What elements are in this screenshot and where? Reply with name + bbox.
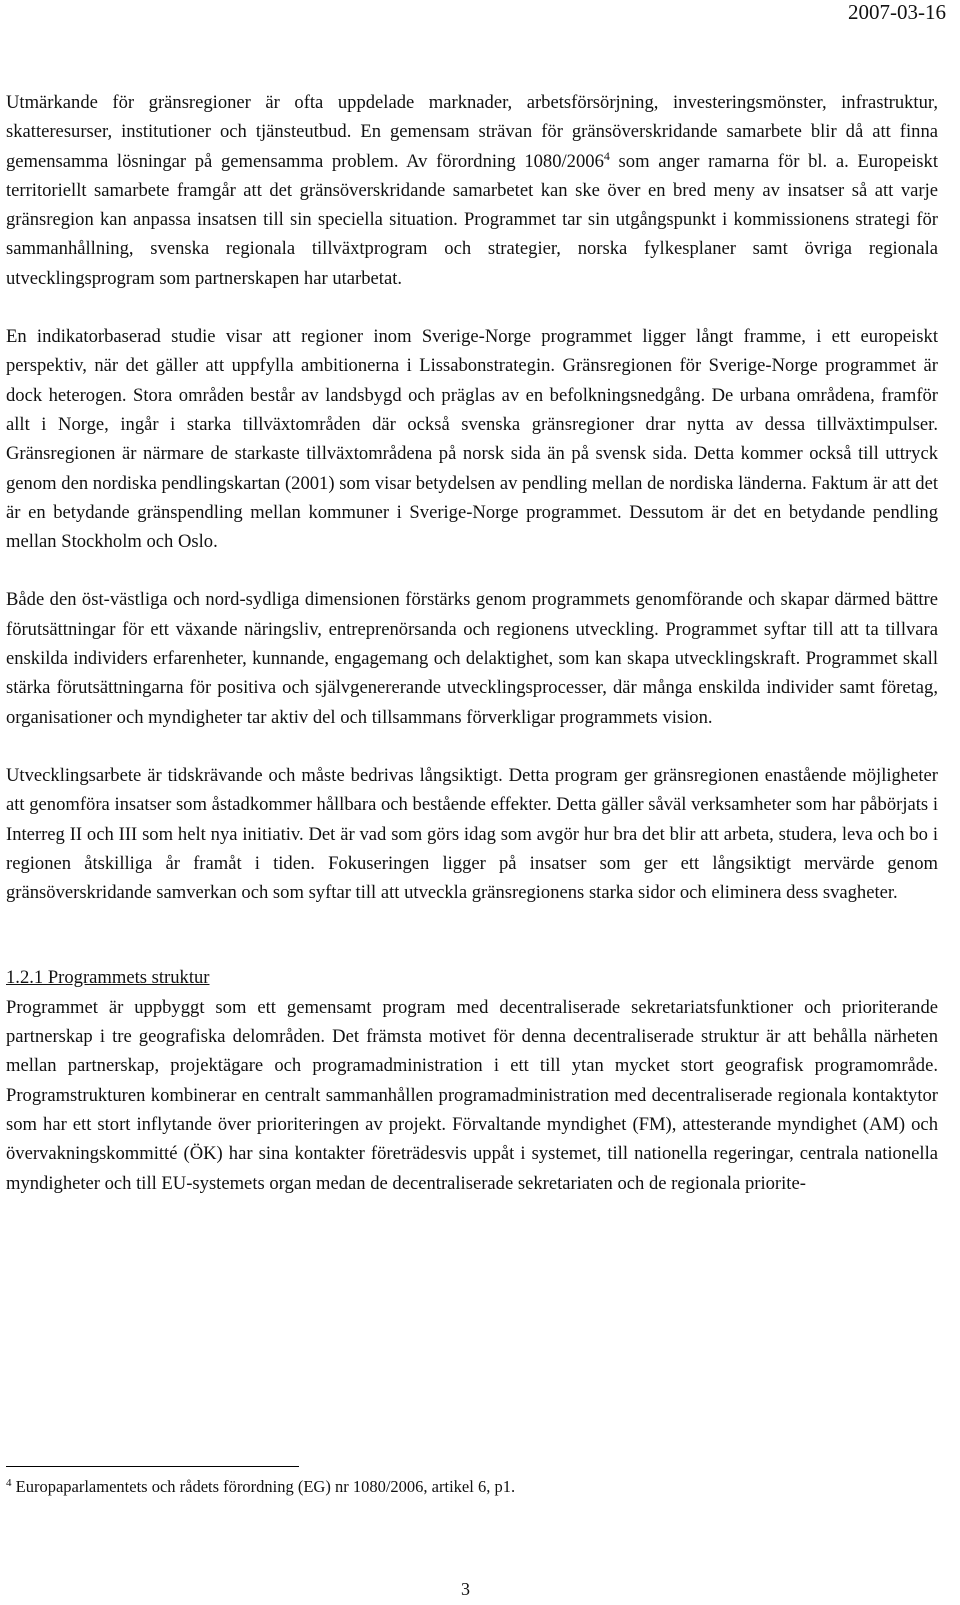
footnote-reference[interactable]: 4 [603, 148, 610, 163]
paragraph-indicator-study: En indikatorbaserad studie visar att regioner inom Sverige-Norge programmet ligger långt framme, i ett europeiskt perspektiv, när det gäller att uppfylla ambitionerna i Lissabonstrategin. Gränsregionen för Sverige-Norge programmet är dock heterogen. Stora områden består av landsbygd och präglas av en befolkningsnedgång. De urbana områdena, framför allt i Norge, ingår i starka tillväxtområden där också svenska gränsregioner drar nytta av dessa tillväxtimpulser. Gränsregionen är närmare de starkaste tillväxtområdena på norsk sida än på svensk sida. Detta kommer också till uttryck genom den nordiska pendlingskartan (2001) som visar betydelsen av pendling mellan de nordiska länderna. Faktum är att det är en betydande gränspendling mellan kommuner i Sverige-Norge programmet. Dessutom är det en betydande pendling mellan Stockholm och Oslo. [6, 326, 938, 553]
footnote-number: 4 [6, 1477, 12, 1489]
paragraph-dimensions: Både den öst-västliga och nord-sydliga dimensionen förstärks genom programmets genomförande och skapar därmed bättre förutsättningar för ett växande näringsliv, entreprenörsanda och regionens utveckling. Programmet syftar till att ta tillvara enskilda individers erfarenheter, kunnande, engagemang och delaktighet, som kan skapa utvecklingskraft. Programmet skall stärka förutsättningarna för positiva och självgenererande utvecklingsprocesser, där många enskilda individer samt företag, organisationer och myndigheter tar aktiv del och tillsammans förverkligar programmets vision. [6, 589, 938, 728]
paragraph-program-structure: Programmet är uppbyggt som ett gemensamt program med decentraliserade sekretariatsfunktioner och prioriterande partnerskap i tre geografiska delområden. Det främsta motivet för denna decentraliserade struktur är att behålla närheten mellan partnerskap, projektägare och programadministration i ett till ytan mycket stort geografisk programområde. Programstrukturen kombinerar en centralt sammanhållen programadministration med decentraliserade regionala kontaktytor som har ett stort inflytande över prioriteringen av projekt. Förvaltande myndighet (FM), attesterande myndighet (AM) och övervakningskommitté (ÖK) har sina kontakter företrädesvis uppåt i systemet, till nationella regeringar, centrala nationella myndigheter och till EU-systemets organ medan de decentraliserade sekretariaten och de regionala priorite- [6, 996, 938, 1194]
document-body [6, 88, 938, 1198]
page-number: 3 [461, 1579, 470, 1599]
footnote-divider [6, 1466, 299, 1467]
page-date: 2007-03-16 [848, 0, 946, 24]
section-heading: 1.2.1 Programmets struktur [6, 967, 210, 989]
paragraph-text-continued: som anger ramarna för bl. a. Europeiskt territoriellt samarbete framgår att det gränsöverskridande samarbetet kan ske över en bred meny av insatser så att varje gränsregion kan anpassa insatsen till sin speciella situation. Programmet tar sin utgångspunkt i kommissionens strategi för sammanhållning, svenska regionala tillväxtprogram och strategier, norska fylkesplaner samt övriga regionala utvecklingsprogram som partnerskapen har utarbetat. [6, 150, 938, 289]
footnote-text: Europaparlamentets och rådets förordning (EG) nr 1080/2006, artikel 6, p1. [11, 1477, 516, 1496]
paragraph-development-work: Utvecklingsarbete är tidskrävande och måste bedrivas långsiktigt. Detta program ger gränsregionen enastående möjligheter att genomföra insatser som åstadkommer hållbara och bestående effekter. Detta gäller såväl verksamheter som har påbörjats i Interreg II och III som helt nya initiativ. Det är vad som görs idag som avgör hur bra det blir att arbeta, studera, leva och bo i regionen åtskilliga år framåt i tiden. Fokuseringen ligger på insatser som ger ett långsiktigt mervärde genom gränsöverskridande samverkan och som syftar till att utveckla gränsregionens starka sidor och eliminera dess svagheter. [6, 764, 938, 904]
paragraph-text: Utmärkande för gränsregioner är ofta uppdelade marknader, arbetsförsörjning, investeringsmönster, infrastruktur, skatteresurser, institutioner och tjänsteutbud. En gemensam strävan för gränsöverskridande samarbete blir då att finna gemensamma lösningar på gemensamma problem. Av förordning 1080/2006 [6, 92, 938, 172]
footnote [6, 1476, 515, 1498]
paragraph-border-regions [6, 88, 938, 293]
